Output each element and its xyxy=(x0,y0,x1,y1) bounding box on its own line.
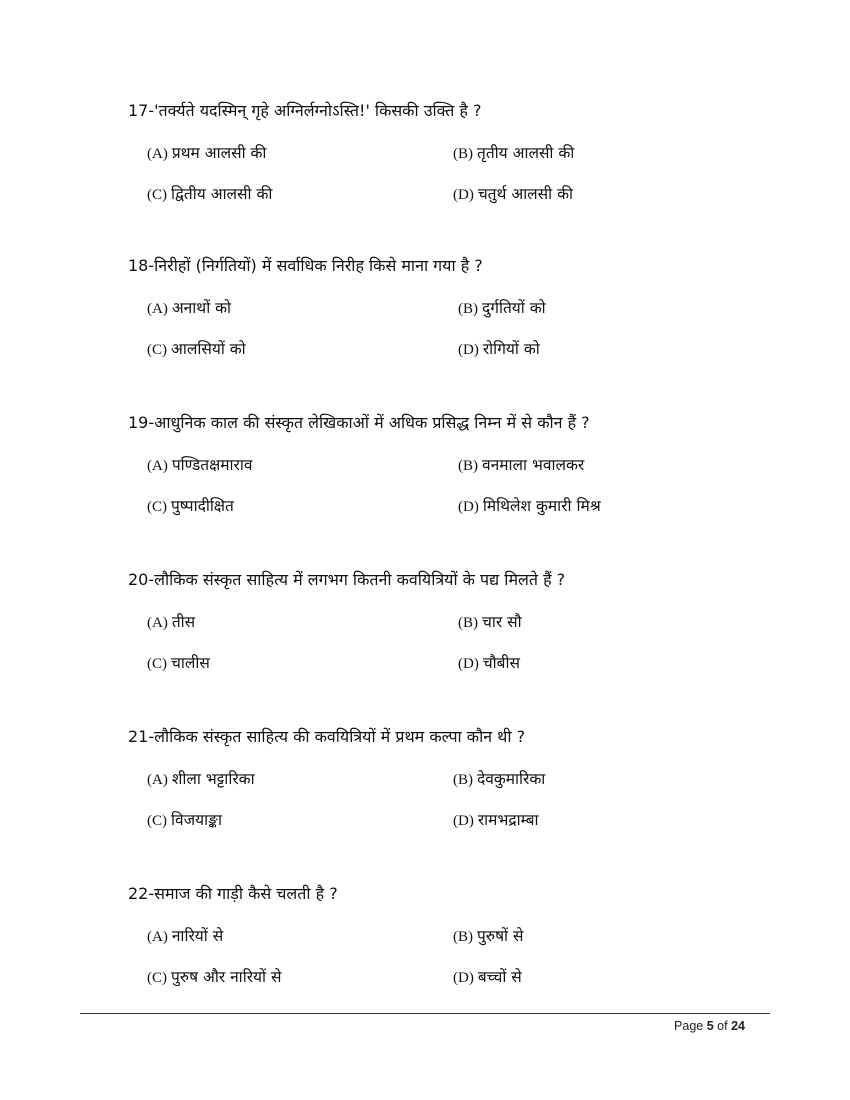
question-text: 21-लौकिक संस्कृत साहित्य की कवयित्रियों में प्रथम कल्पा कौन थी ? xyxy=(128,727,526,746)
option-d: (D) चौबीस xyxy=(458,654,521,672)
options-row xyxy=(128,454,768,476)
option-b: (B) पुरुषों से xyxy=(453,927,524,945)
question-20 xyxy=(128,569,768,674)
page-number: Page 5 of 24 xyxy=(674,1019,745,1033)
option-c: (C) द्वितीय आलसी की xyxy=(147,185,273,203)
options-row xyxy=(128,142,768,164)
options-row xyxy=(128,966,768,988)
question-text: 19-आधुनिक काल की संस्कृत लेखिकाओं में अधिक प्रसिद्ध निम्न में से कौन हैं ? xyxy=(128,413,590,432)
options-row xyxy=(128,183,768,205)
option-d: (D) रोगियों को xyxy=(458,340,540,358)
option-b: (B) चार सौ xyxy=(458,613,522,631)
option-b: (B) वनमाला भवालकर xyxy=(458,456,585,474)
option-d: (D) बच्चों से xyxy=(453,968,522,986)
option-d: (D) मिथिलेश कुमारी मिश्र xyxy=(458,497,601,515)
option-a: (A) नारियों से xyxy=(147,927,224,945)
question-17 xyxy=(128,100,768,205)
option-b: (B) तृतीय आलसी की xyxy=(453,144,575,162)
options-row xyxy=(128,611,768,633)
options-row xyxy=(128,652,768,674)
options-row xyxy=(128,297,768,319)
options-row xyxy=(128,768,768,790)
option-b: (B) दुर्गतियों को xyxy=(458,299,546,317)
option-c: (C) चालीस xyxy=(147,654,210,672)
options-row xyxy=(128,925,768,947)
question-19 xyxy=(128,412,768,517)
footer-divider xyxy=(80,1013,770,1014)
option-c: (C) आलसियों को xyxy=(147,340,246,358)
option-c: (C) विजयाङ्का xyxy=(147,811,222,829)
option-a: (A) प्रथम आलसी की xyxy=(147,144,267,162)
option-a: (A) शीला भट्टारिका xyxy=(147,770,255,788)
question-text: 22-समाज की गाड़ी कैसे चलती है ? xyxy=(128,884,338,903)
question-text: 20-लौकिक संस्कृत साहित्य में लगभग कितनी कवयित्रियों के पद्य मिलते हैं ? xyxy=(128,570,566,589)
option-a: (A) पण्डितक्षमाराव xyxy=(147,456,253,474)
question-text: 17-'तर्क्यते यदस्मिन् गृहे अग्निर्लग्नोऽस्ति!' किसकी उक्ति है ? xyxy=(128,101,482,120)
option-c: (C) पुरुष और नारियों से xyxy=(147,968,282,986)
option-b: (B) देवकुमारिका xyxy=(453,770,546,788)
question-22 xyxy=(128,883,768,988)
option-d: (D) चतुर्थ आलसी की xyxy=(453,185,574,203)
options-row xyxy=(128,809,768,831)
question-18 xyxy=(128,255,768,360)
options-row xyxy=(128,338,768,360)
option-a: (A) तीस xyxy=(147,613,196,631)
options-row xyxy=(128,495,768,517)
option-c: (C) पुष्पादीक्षित xyxy=(147,497,234,515)
question-21 xyxy=(128,726,768,831)
question-text: 18-निरीहों (निर्गतियों) में सर्वाधिक निरीह किसे माना गया है ? xyxy=(128,256,483,275)
option-a: (A) अनाथों को xyxy=(147,299,232,317)
option-d: (D) रामभद्राम्बा xyxy=(453,811,539,829)
